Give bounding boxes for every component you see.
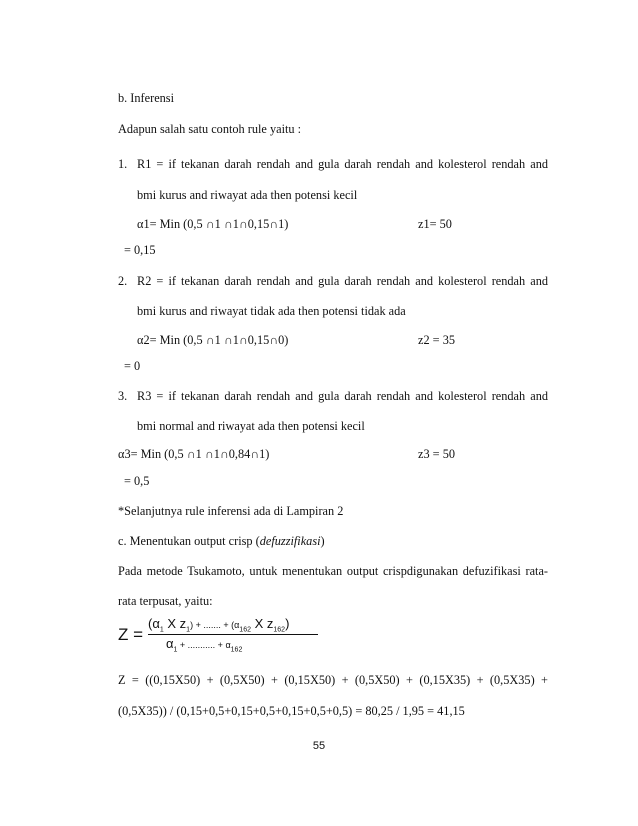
section-c-heading: c. Menentukan output crisp (defuzzifikasi): [118, 534, 325, 548]
rule-2-line-2: bmi kurus and riwayat tidak ada then potensi tidak ada: [137, 304, 406, 318]
rule-3-number: 3.: [118, 389, 128, 403]
paragraph-line-1: Pada metode Tsukamoto, untuk menentukan output crispdigunakan defuzifikasi rata-: [118, 564, 548, 578]
section-b-heading: b. Inferensi: [118, 91, 174, 105]
page-number: 55: [312, 740, 326, 752]
fraction-bar: [148, 634, 318, 635]
rule-3-alpha: α3= Min (0,5 ∩1 ∩1∩0,84∩1): [118, 447, 270, 461]
rule-2-number: 2.: [118, 274, 128, 288]
intro-text: Adapun salah satu contoh rule yaitu :: [118, 122, 302, 136]
defuzzification-formula: [118, 616, 318, 652]
rule-1-line-1: R1 = if tekanan darah rendah and gula darah rendah and kolesterol rendah and: [137, 157, 548, 171]
rule-3-line-1: R3 = if tekanan darah rendah and gula darah rendah and kolesterol rendah and: [137, 389, 548, 403]
rule-2-z: z2 = 35: [418, 333, 455, 347]
rule-1-alpha: α1= Min (0,5 ∩1 ∩1∩0,15∩1): [137, 217, 289, 231]
calculation-line-1: Z = ((0,15X50) + (0,5X50) + (0,15X50) + (0,5X50) + (0,15X35) + (0,5X35) +: [118, 673, 548, 687]
rule-1-result: = 0,15: [124, 243, 156, 257]
formula-lhs: Z =: [118, 625, 144, 644]
calculation-line-2: (0,5X35)) / (0,15+0,5+0,15+0,5+0,15+0,5+0,5) = 80,25 / 1,95 = 41,15: [118, 704, 465, 718]
paragraph-line-2: rata terpusat, yaitu:: [118, 594, 213, 608]
rule-3-line-2: bmi normal and riwayat ada then potensi kecil: [137, 419, 365, 433]
lampiran-note: *Selanjutnya rule inferensi ada di Lampiran 2: [118, 504, 344, 518]
rule-3-z: z3 = 50: [418, 447, 455, 461]
formula-denominator: $\alpha_1$ + ........... + $\alpha_{162}$: [166, 636, 243, 654]
rule-3-result: = 0,5: [124, 474, 150, 488]
rule-2-line-1: R2 = if tekanan darah rendah and gula darah rendah and kolesterol rendah and: [137, 274, 548, 288]
rule-2-alpha: α2= Min (0,5 ∩1 ∩1∩0,15∩0): [137, 333, 289, 347]
rule-2-result: = 0: [124, 359, 141, 373]
formula-numerator: ($\alpha_1$ X $z_1$) + ....... + ($\alpha_{162}$ X $z_{162}$): [148, 616, 290, 634]
rule-1-line-2: bmi kurus and riwayat ada then potensi kecil: [137, 188, 358, 202]
rule-1-z: z1= 50: [418, 217, 452, 231]
rule-1-number: 1.: [118, 157, 128, 171]
